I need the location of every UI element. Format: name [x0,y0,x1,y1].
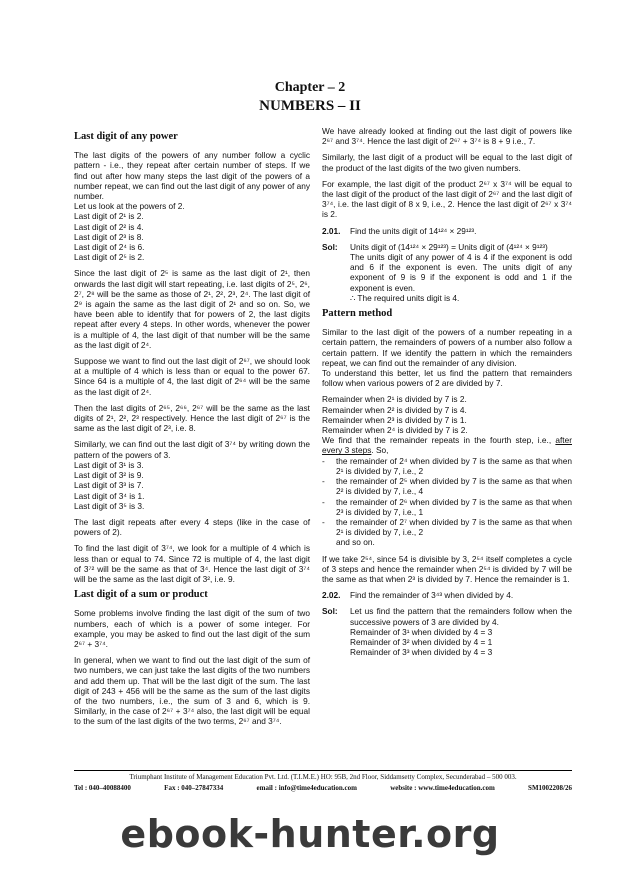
paragraph: Then the last digits of 2⁶⁵, 2⁶⁶, 2⁶⁷ will be the same as the last digits of 2¹, 2², 2³ respectively. Hence the last digit of 2⁶⁷ is the same as the last digit of 2³, i.e. 8. [74,402,310,434]
paragraph: Let us look at the powers of 2. [74,201,185,212]
question-text: Find the remainder of 3⁴³ when divided by 4. [350,590,514,601]
list-item: Remainder when 2¹ is divided by 7 is 2. [322,394,467,405]
solution-line: ∴ The required units digit is 4. [350,292,460,303]
footer-fax: Fax : 040–27847334 [164,784,224,792]
list-item: Last digit of 2¹ is 2. [74,211,144,222]
solution-line: Remainder of 3³ when divided by 4 = 3 [350,647,493,658]
question-number: 2.01. [322,225,341,236]
paragraph: Suppose we want to find out the last digit of 2⁶⁷, we should look at a multiple of 4 which is less than or equal to the power 67. Since 64 is a multiple of 4, the last digit of 2⁶⁴ will be the same as the last digit of 2⁴. [74,356,310,397]
list-item: Last digit of 2² is 4. [74,221,144,232]
section-heading-sum-product: Last digit of a sum or product [74,589,208,601]
footer-tel: Tel : 040–40088400 [74,784,131,792]
solution-2-01 [322,242,572,303]
paragraph: Similar to the last digit of the powers of a number repeating in a certain pattern, the remainders of powers of a number also follow a certain pattern. If we identify the pattern in which the remainders repeat, we can find out the remainder of any division. [322,327,572,368]
paragraph: The last digit repeats after every 4 steps (like in the case of powers of 2). [74,516,310,538]
list-item: Last digit of 3⁴ is 1. [74,490,145,501]
bullet-item: - the remainder of 2⁴ when divided by 7 is the same as that when 2¹ is divided by 7, i.e., 2 [322,455,572,476]
footer-address: Triumphant Institute of Management Education Pvt. Ltd. (T.I.M.E.) HO: 95B, 2nd Floor, Siddamsetty Complex, Secunderabad – 500 003. [129,773,517,781]
footer-code: SM1002208/26 [528,784,572,792]
paragraph: Since the last digit of 2⁵ is same as the last digit of 2¹, then onwards the last digit will start repeating, i.e. last digits of 2⁵, 2⁶, 2⁷, 2⁸ will be the same as those of 2¹, 2², 2³, 2⁴. The last digit of 2⁹ is again the same as the last digit of 2¹ and so on. So, we have been able to identify that for powers of 2, the last digits repeat after every 4 steps. In other words, whenever the power is a multiple of 4, the last digit of that number will be the same as the last digit of 2⁴. [74,268,310,350]
paragraph: Similarly, we can find out the last digit of 3⁷⁴ by writing down the pattern of the powers of 3. [74,439,310,460]
powers-of-3-list [74,460,310,511]
solution-2-02 [322,606,572,657]
paragraph: The last digits of the powers of any number follow a cyclic pattern - i.e., they repeat after certain number of steps. If we find out after how many steps the last digit of the powers of a number repeat, we can find out the last digit of any power of any number. [74,150,310,202]
list-item: and so on. [336,537,375,548]
solution-line: Let us find the pattern that the remainders follow when the successive powers of 3 are divided by 4. [350,606,572,627]
powers-of-2-list [74,211,310,262]
list-item: Last digit of 3² is 9. [74,470,144,481]
solution-label: Sol: [322,606,338,617]
paragraph: Some problems involve finding the last digit of the sum of two numbers, each of which is a power of some integer. For example, you may be asked to find out the last digit of the sum 2⁶⁷ + 3⁷⁴. [74,608,310,649]
question-text: Find the units digit of 14¹²⁴ × 29¹²³. [350,225,477,236]
footer-email: email : info@time4education.com [256,784,357,792]
paragraph: For example, the last digit of the product 2⁶⁷ x 3⁷⁴ will be equal to the last digit of the product of the last digit of 2⁶⁷ and the last digit of 3⁷⁴, i.e. the last digit of 8 x 9, i.e., 2. Hence the last digit of 2⁶⁷ x 3⁷⁴ is 2. [322,178,572,220]
bullet-item: - the remainder of 2⁷ when divided by 7 is the same as that when 2¹ is divided by 7, i.e., 2 [322,516,572,538]
list-item: Last digit of 3¹ is 3. [74,459,144,470]
solution-line: The units digit of any power of 4 is 4 if the exponent is odd and 6 if the exponent is even. The units digit of any exponent of 9 is 9 if the exponent is odd and 1 if the exponent is even. [350,252,572,293]
paragraph: In general, when we want to find out the last digit of the sum of two numbers, we can just take the last digits of the two numbers and add them up. That will be the last digit of the sum. The last digit of 243 + 456 will be the same as the sum of the last digits of the two numbers, i.e., the sum of 3 and 6, which is 9. Similarly, in the case of 2⁶⁷ + 3⁷⁴ also, the last digit will be equal to the sum of the last digits of the two terms, 2⁶⁷ and 3⁷⁴. [74,655,310,727]
question-2-01 [322,226,572,236]
list-item: Last digit of 2³ is 8. [74,231,144,242]
list-item: Last digit of 3³ is 7. [74,480,144,491]
solution-line: Remainder of 3¹ when divided by 4 = 3 [350,626,493,637]
paragraph: Similarly, the last digit of a product will be equal to the last digit of the product of the last digits of the two given numbers. [322,152,572,173]
footer-website: website : www.time4education.com [390,784,495,792]
page-title: NUMBERS – II [259,98,361,114]
section-heading-last-digit: Last digit of any power [74,131,178,142]
footer-divider [74,770,572,771]
list-item: Last digit of 3⁵ is 3. [74,500,145,511]
paragraph: We find that the remainder repeats in the fourth step, i.e., after every 3 steps. So, [322,435,572,456]
section-heading-pattern-method: Pattern method [322,308,393,320]
footer-contacts [74,784,572,793]
list-item: Last digit of 2⁴ is 6. [74,242,145,253]
paragraph: To understand this better, let us find the pattern that remainders follow when various powers of 2 are divided by 7. [322,368,572,389]
paragraph: If we take 2⁵⁴, since 54 is divisible by 3, 2⁵⁴ itself completes a cycle of 3 steps and hence the remainder when 2⁵⁴ is divided by 7 will be the same as that when 2³ is divided by 7. Hence the remainder is 1. [322,553,572,584]
solution-label: Sol: [322,241,338,252]
solution-line: Units digit of (14¹²⁴ × 29¹²³) = Units digit of (4¹²⁴ × 9¹²³) [350,241,548,252]
list-item: Last digit of 2⁵ is 2. [74,252,145,263]
bullet-item: - the remainder of 2⁶ when divided by 7 is the same as that when 2³ is divided by 7, i.e., 1 [322,496,572,517]
question-number: 2.02. [322,590,341,601]
remainder-list [322,394,572,435]
paragraph: To find the last digit of 3⁷⁴, we look for a multiple of 4 which is less than or equal to 74. Since 72 is multiple of 4, the last digit of 3⁷² will be the same as that of 3⁴. Hence the last digit of 3⁷⁴ will be the same as the last digit of 3², i.e. 9. [74,543,310,584]
watermark: ebook-hunter.org [120,812,500,856]
underlined-text: after every 3 steps [322,435,572,456]
list-item: Remainder when 2⁴ is divided by 7 is 2. [322,425,468,436]
solution-line: Remainder of 3² when divided by 4 = 1 [350,636,493,647]
right-column [322,126,572,663]
paragraph: We have already looked at finding out the last digit of powers like 2⁶⁷ and 3⁷⁴. Hence the last digit of 2⁶⁷ + 3⁷⁴ is 8 + 9 i.e., 7. [322,126,572,147]
question-2-02 [322,590,572,600]
list-item: Remainder when 2³ is divided by 7 is 1. [322,414,467,425]
list-item: Remainder when 2² is divided by 7 is 4. [322,404,467,415]
bullet-item: - the remainder of 2⁵ when divided by 7 is the same as that when 2² is divided by 7, i.e., 4 [322,476,572,497]
left-column [74,126,310,733]
chapter-label: Chapter – 2 [274,80,346,95]
